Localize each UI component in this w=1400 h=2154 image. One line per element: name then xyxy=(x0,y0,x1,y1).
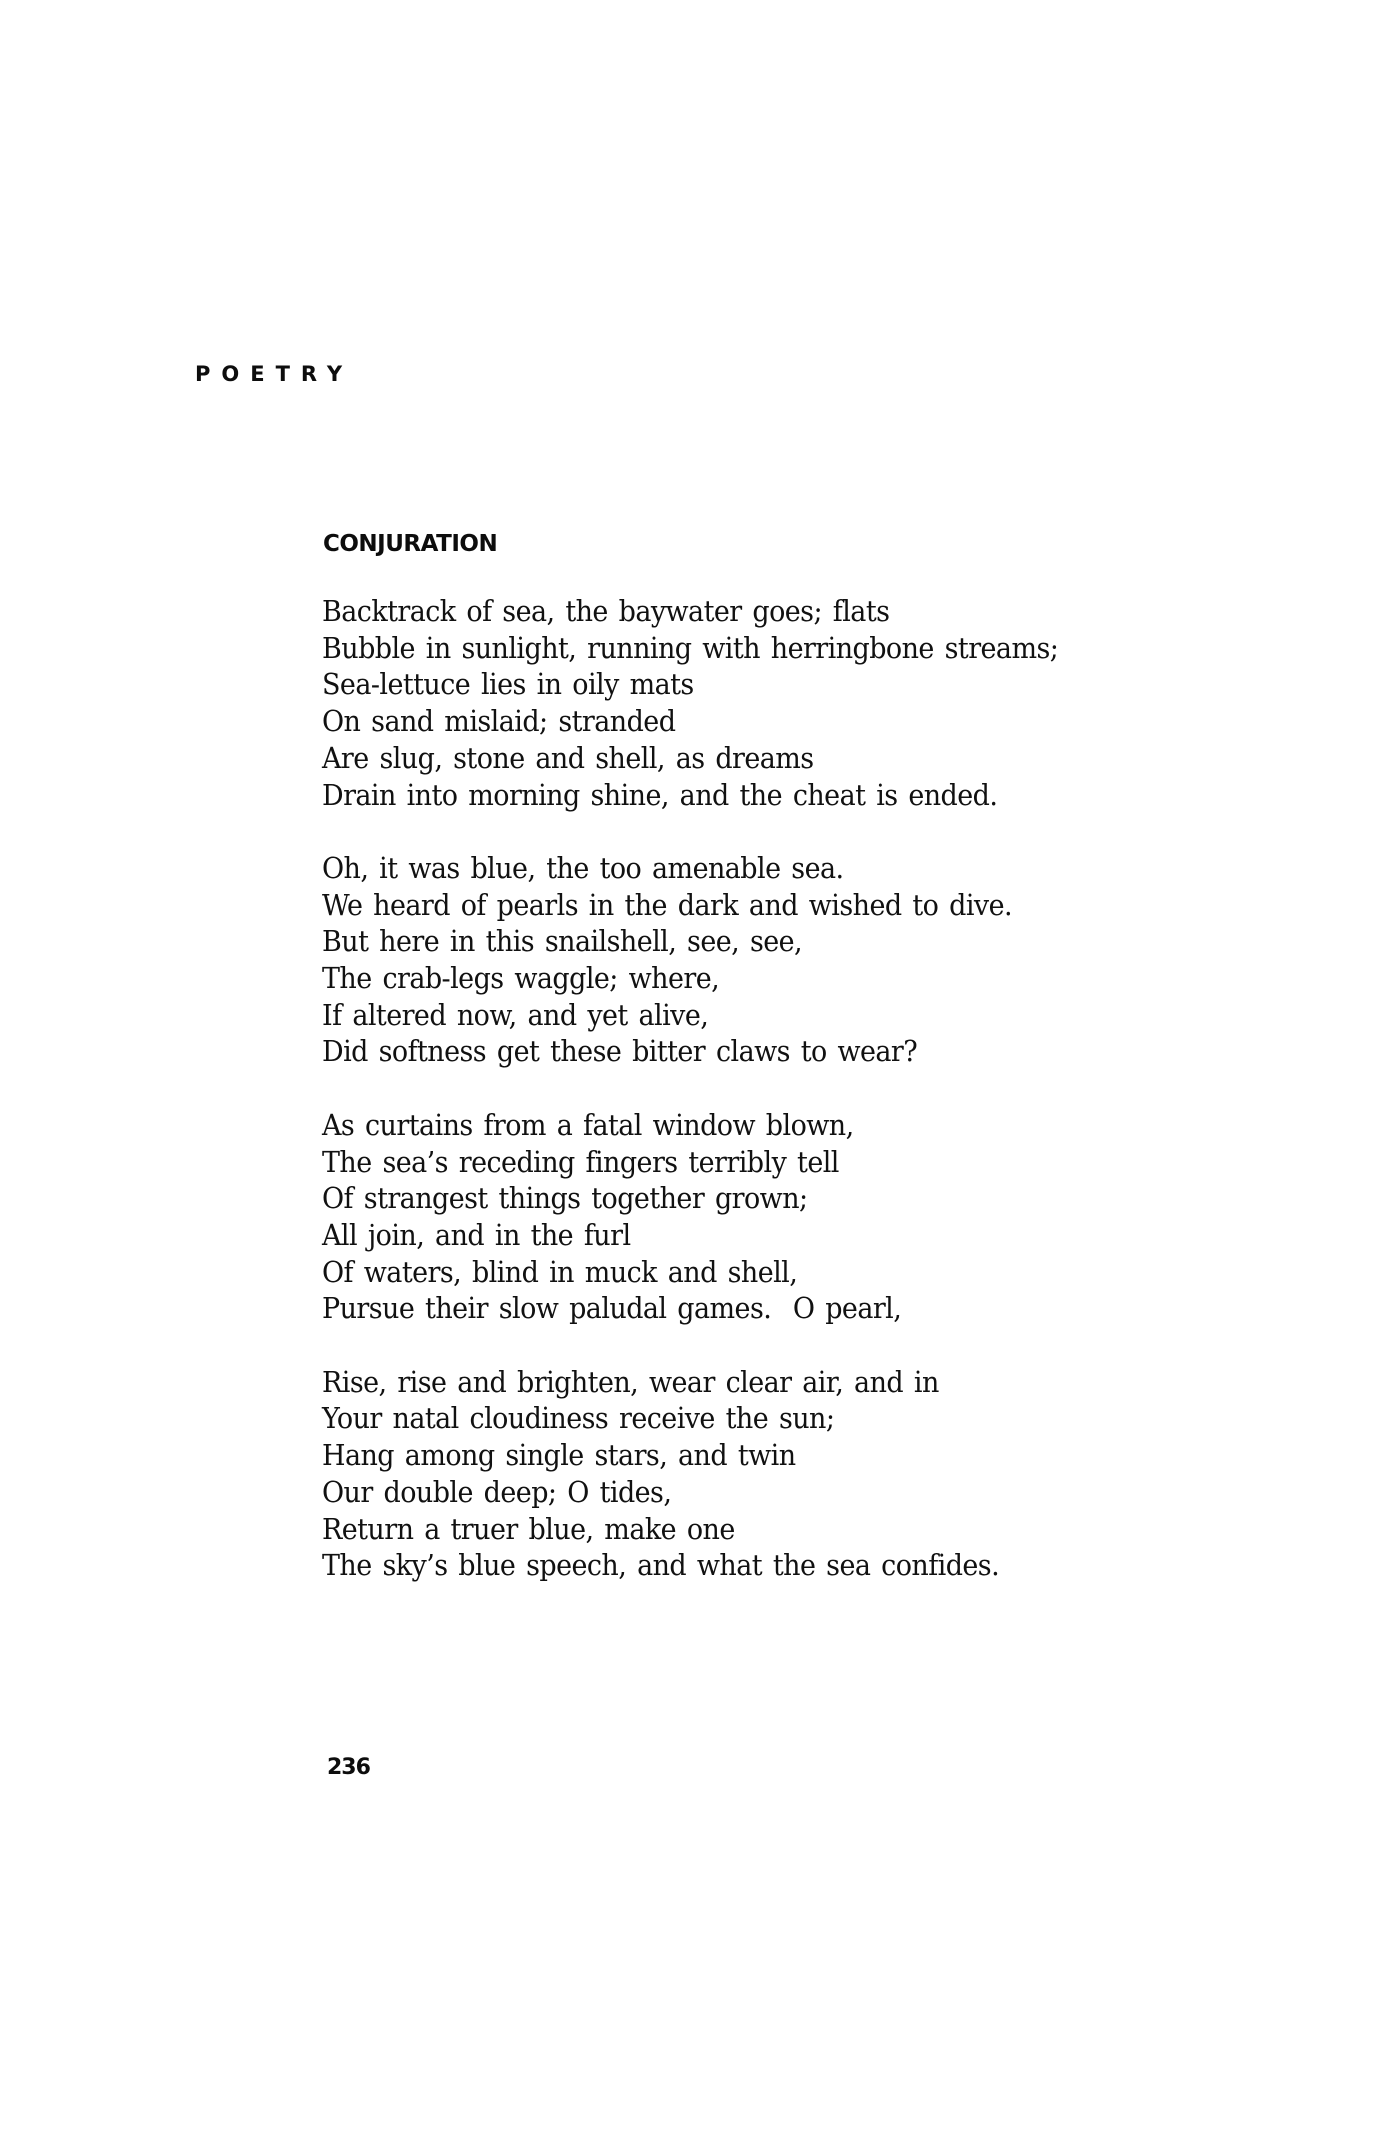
poem-line: Backtrack of sea, the baywater goes; flats xyxy=(322,594,890,628)
poem-line: Rise, rise and brighten, wear clear air, and in xyxy=(322,1364,939,1399)
stanza-3 xyxy=(322,1107,1302,1327)
poem-line: Return a truer blue, make one xyxy=(322,1511,735,1546)
stanza-1 xyxy=(322,593,1302,813)
poem-line: Hang among single stars, and twin xyxy=(322,1438,796,1473)
stanza-4 xyxy=(322,1364,1302,1584)
poem-line: Pursue their slow paludal games. O pearl, xyxy=(322,1291,902,1326)
page-number: 236 xyxy=(327,1755,370,1780)
poem-line: Are slug, stone and shell, as dreams xyxy=(322,740,814,775)
poem-line: Drain into morning shine, and the cheat is ended. xyxy=(322,777,998,812)
poem-line: Sea-lettuce lies in oily mats xyxy=(322,667,694,702)
poem-title: CONJURATION xyxy=(323,531,498,557)
poem-body xyxy=(322,593,1302,1621)
poem-line: Bubble in sunlight, running with herringbone streams; xyxy=(322,630,1059,665)
poem-line: Your natal cloudiness receive the sun; xyxy=(322,1401,835,1436)
poem-line: We heard of pearls in the dark and wished to dive. xyxy=(322,887,1013,922)
poem-line: Our double deep; O tides, xyxy=(322,1474,672,1509)
poem-line: Oh, it was blue, the too amenable sea. xyxy=(322,850,844,885)
stanza-2 xyxy=(322,850,1302,1070)
poem-line: But here in this snailshell, see, see, xyxy=(322,924,803,959)
poem-line: As curtains from a fatal window blown, xyxy=(322,1107,854,1142)
poem-line: The sea’s receding fingers terribly tell xyxy=(322,1144,839,1179)
poem-line: All join, and in the furl xyxy=(322,1217,631,1252)
poem-line: Of strangest things together grown; xyxy=(322,1181,808,1216)
poem-line: On sand mislaid; stranded xyxy=(322,704,676,739)
running-head: POETRY xyxy=(195,362,354,386)
poem-line: The sky’s blue speech, and what the sea confides. xyxy=(322,1548,1000,1583)
poem-line: Of waters, blind in muck and shell, xyxy=(322,1254,798,1289)
poem-line: The crab-legs waggle; where, xyxy=(322,961,720,996)
poem-line: If altered now, and yet alive, xyxy=(322,997,709,1032)
poem-line: Did softness get these bitter claws to wear? xyxy=(322,1034,918,1069)
